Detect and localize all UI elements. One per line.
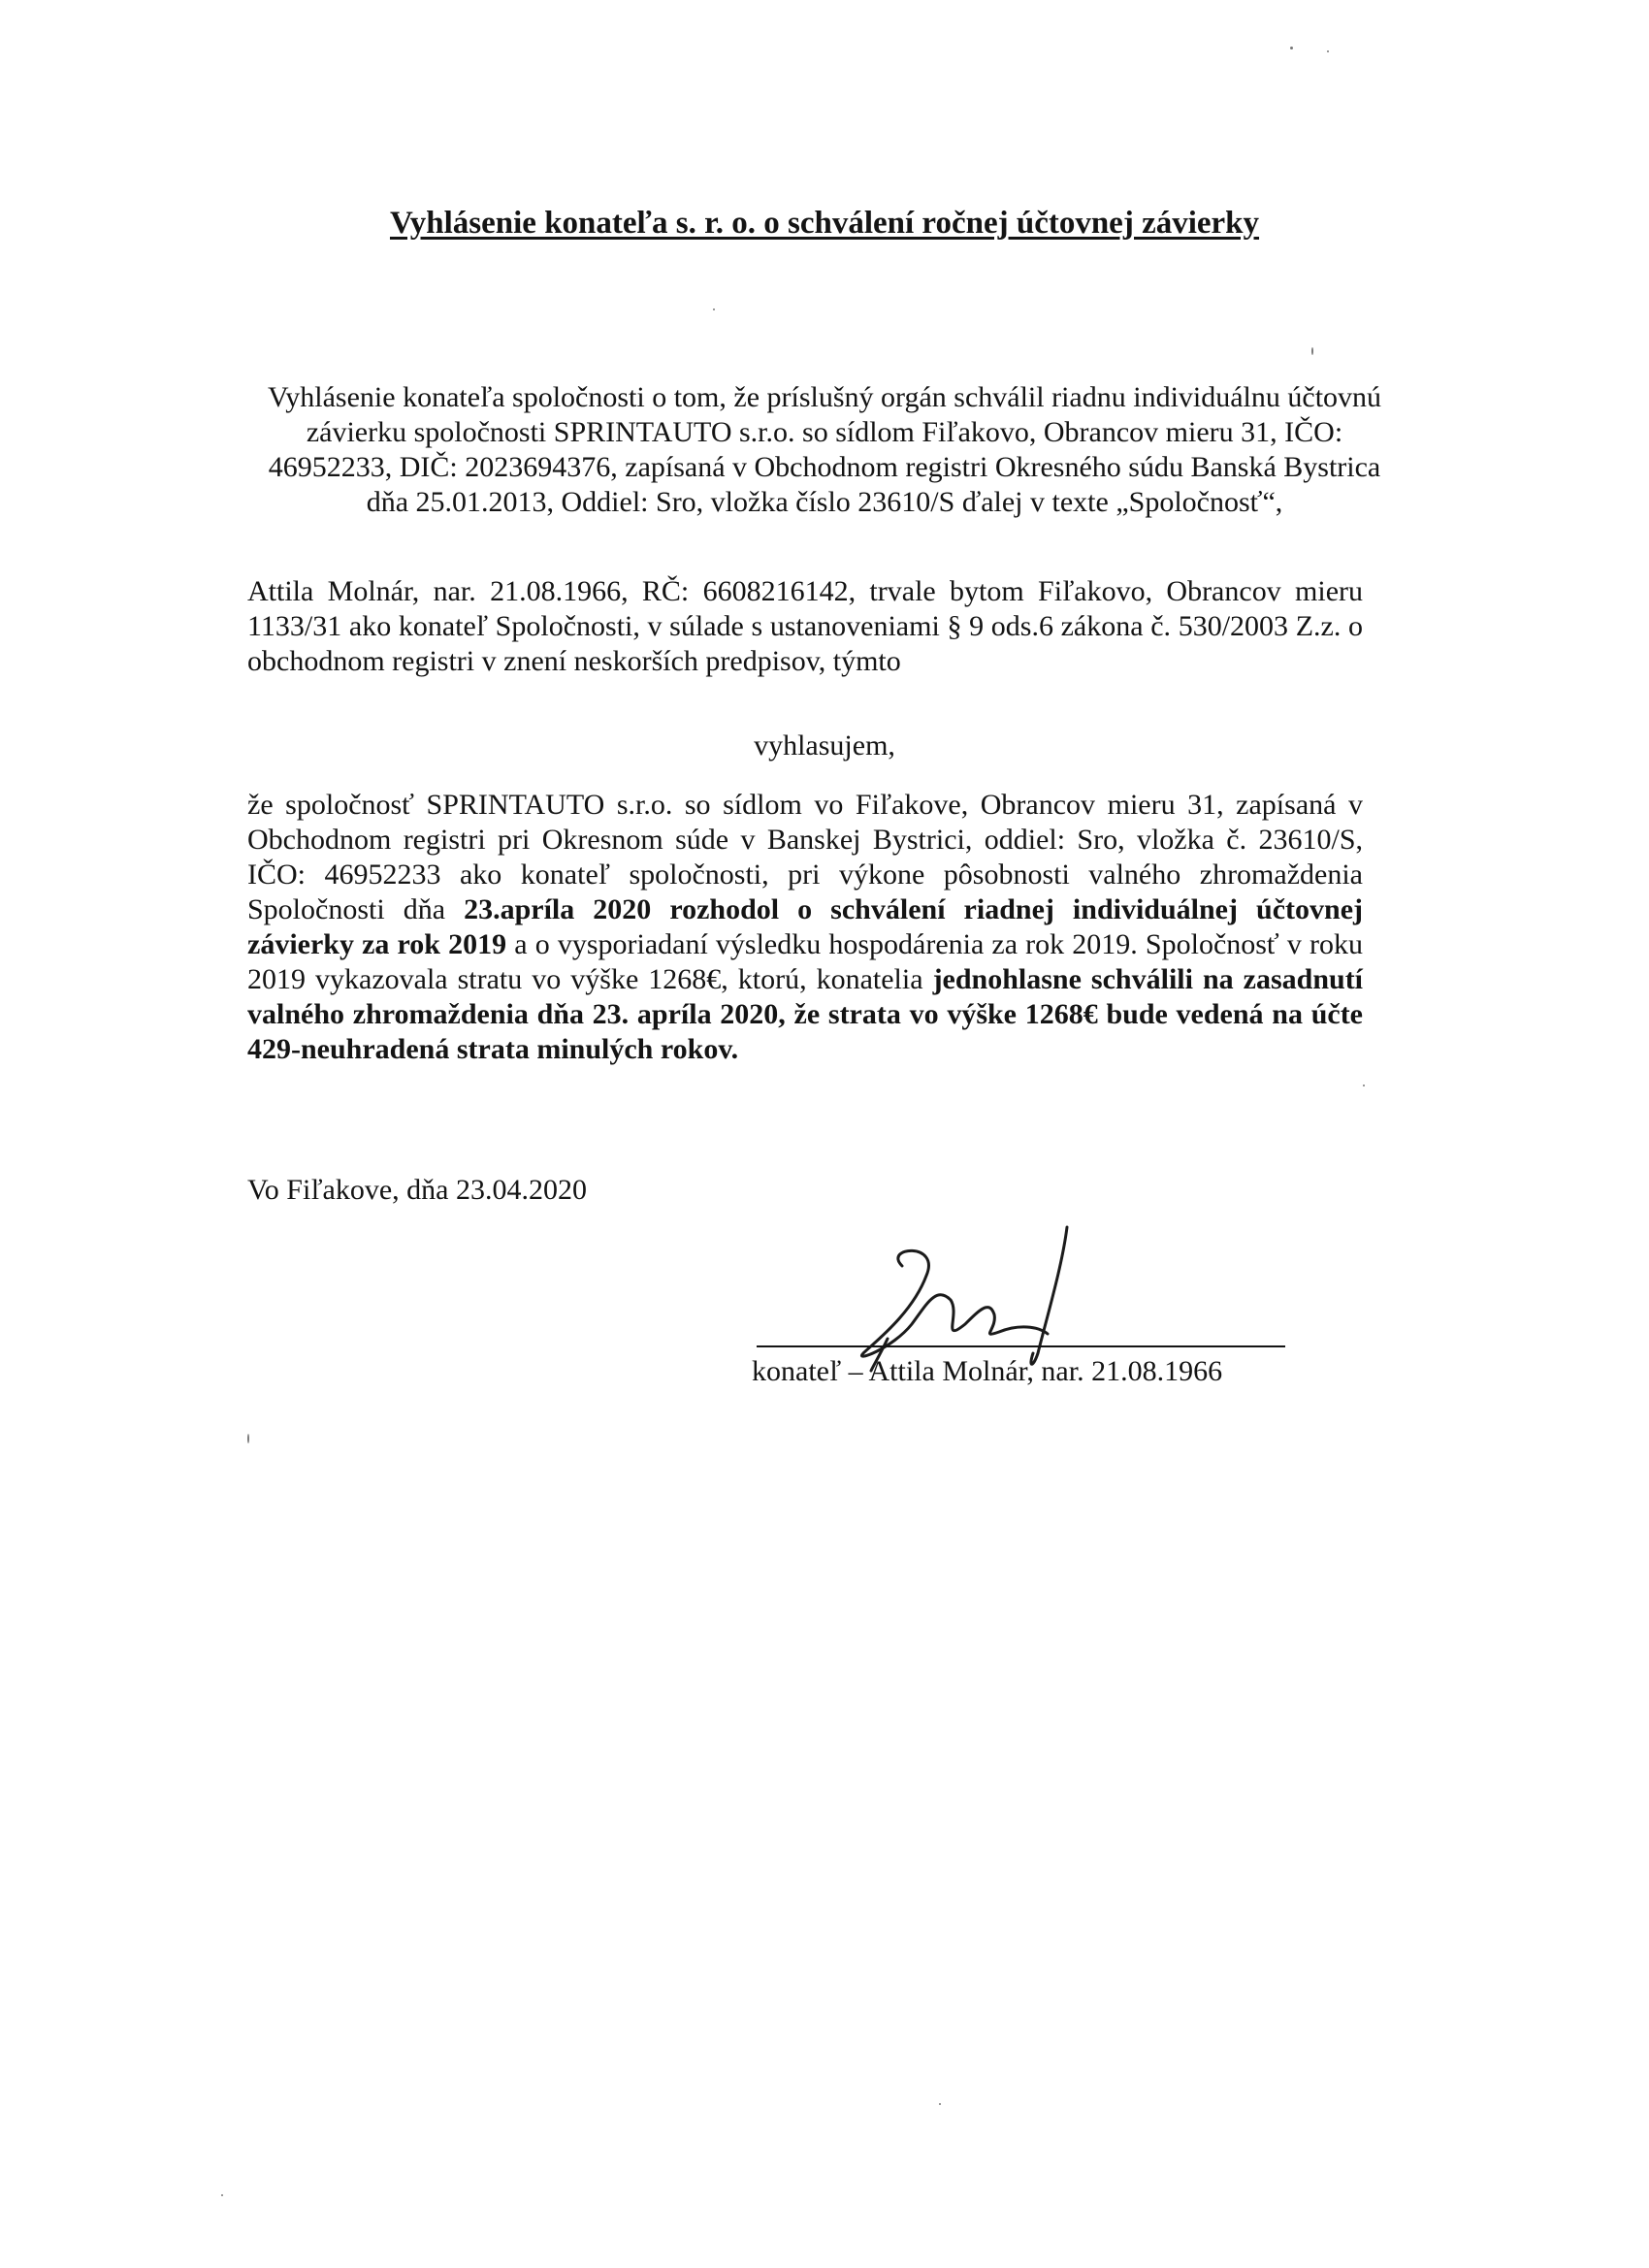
intro-paragraph: Vyhlásenie konateľa spoločnosti o tom, že príslušný orgán schválil riadnu individuálnu účtovnú závierku spoločnosti SPRINTAUTO s.r.o. so sídlom Fiľakovo, Obrancov mieru 31, IČO: 46952233, DIČ: 2023694376, zapísaná v Obchodnom registri Okresného súdu Banská Bystrica dňa 25.01.2013, Oddiel: Sro, vložka číslo 23610/S ďalej v texte „Spoločnosť“,	[267, 381, 1382, 518]
declaration-word: vyhlasujem,	[754, 729, 895, 761]
scan-speck	[939, 2103, 941, 2105]
declaration-bold-1: 23.apríla 2020 rozhodol o schválení riadnej individuálnej účtovnej závierky za rok 2019	[247, 893, 1364, 960]
scan-speck	[1290, 47, 1293, 49]
signature-stroke	[861, 1250, 1048, 1356]
scan-speck	[713, 308, 715, 310]
scan-speck	[1363, 1085, 1365, 1086]
document-title: Vyhlásenie konateľa s. r. o. o schválení ročnej účtovnej závierky	[389, 206, 1260, 241]
signature	[757, 1208, 1300, 1377]
declaration-bold-2: jednohlasne schválili na zasadnutí valného zhromaždenia dňa 23. apríla 2020, že strata vo výške 1268€ bude vedená na účte 429-neuhradená strata minulých rokov.	[247, 963, 1364, 1065]
declaration-text-1: že spoločnosť SPRINTAUTO s.r.o. so sídlom vo Fiľakove, Obrancov mieru 31, zapísaná v Obchodnom registri pri Okresnom súde v Banskej Bystrici, oddiel: Sro, vložka č. 23610/S, IČO: 46952233 ako konateľ spoločnosti, pri výkone pôsobnosti valného zhromaždenia Spoločnosti dňa	[247, 789, 1363, 925]
declaration-paragraph	[247, 788, 1363, 1067]
scan-speck	[247, 1434, 249, 1443]
scan-speck	[1327, 50, 1329, 52]
signature-flourish	[1031, 1227, 1067, 1364]
scan-speck	[1311, 347, 1313, 355]
place-and-date: Vo Fiľakove, dňa 23.04.2020	[247, 1174, 587, 1206]
declarant-paragraph: Attila Molnár, nar. 21.08.1966, RČ: 6608216142, trvale bytom Fiľakovo, Obrancov mieru 1133/31 ako konateľ Spoločnosti, v súlade s ustanoveniami § 9 ods.6 zákona č. 530/2003 Z.z. o obchodnom registri v znení neskorších predpisov, týmto	[247, 575, 1363, 677]
signature-caption: konateľ – Attila Molnár, nar. 21.08.1966	[752, 1355, 1223, 1387]
declaration-text-2: a o vysporiadaní výsledku hospodárenia za rok 2019. Spoločnosť v roku 2019 vykazovala stratu vo výške 1268€, ktorú, konatelia	[247, 928, 1363, 995]
scan-speck	[221, 2194, 223, 2196]
